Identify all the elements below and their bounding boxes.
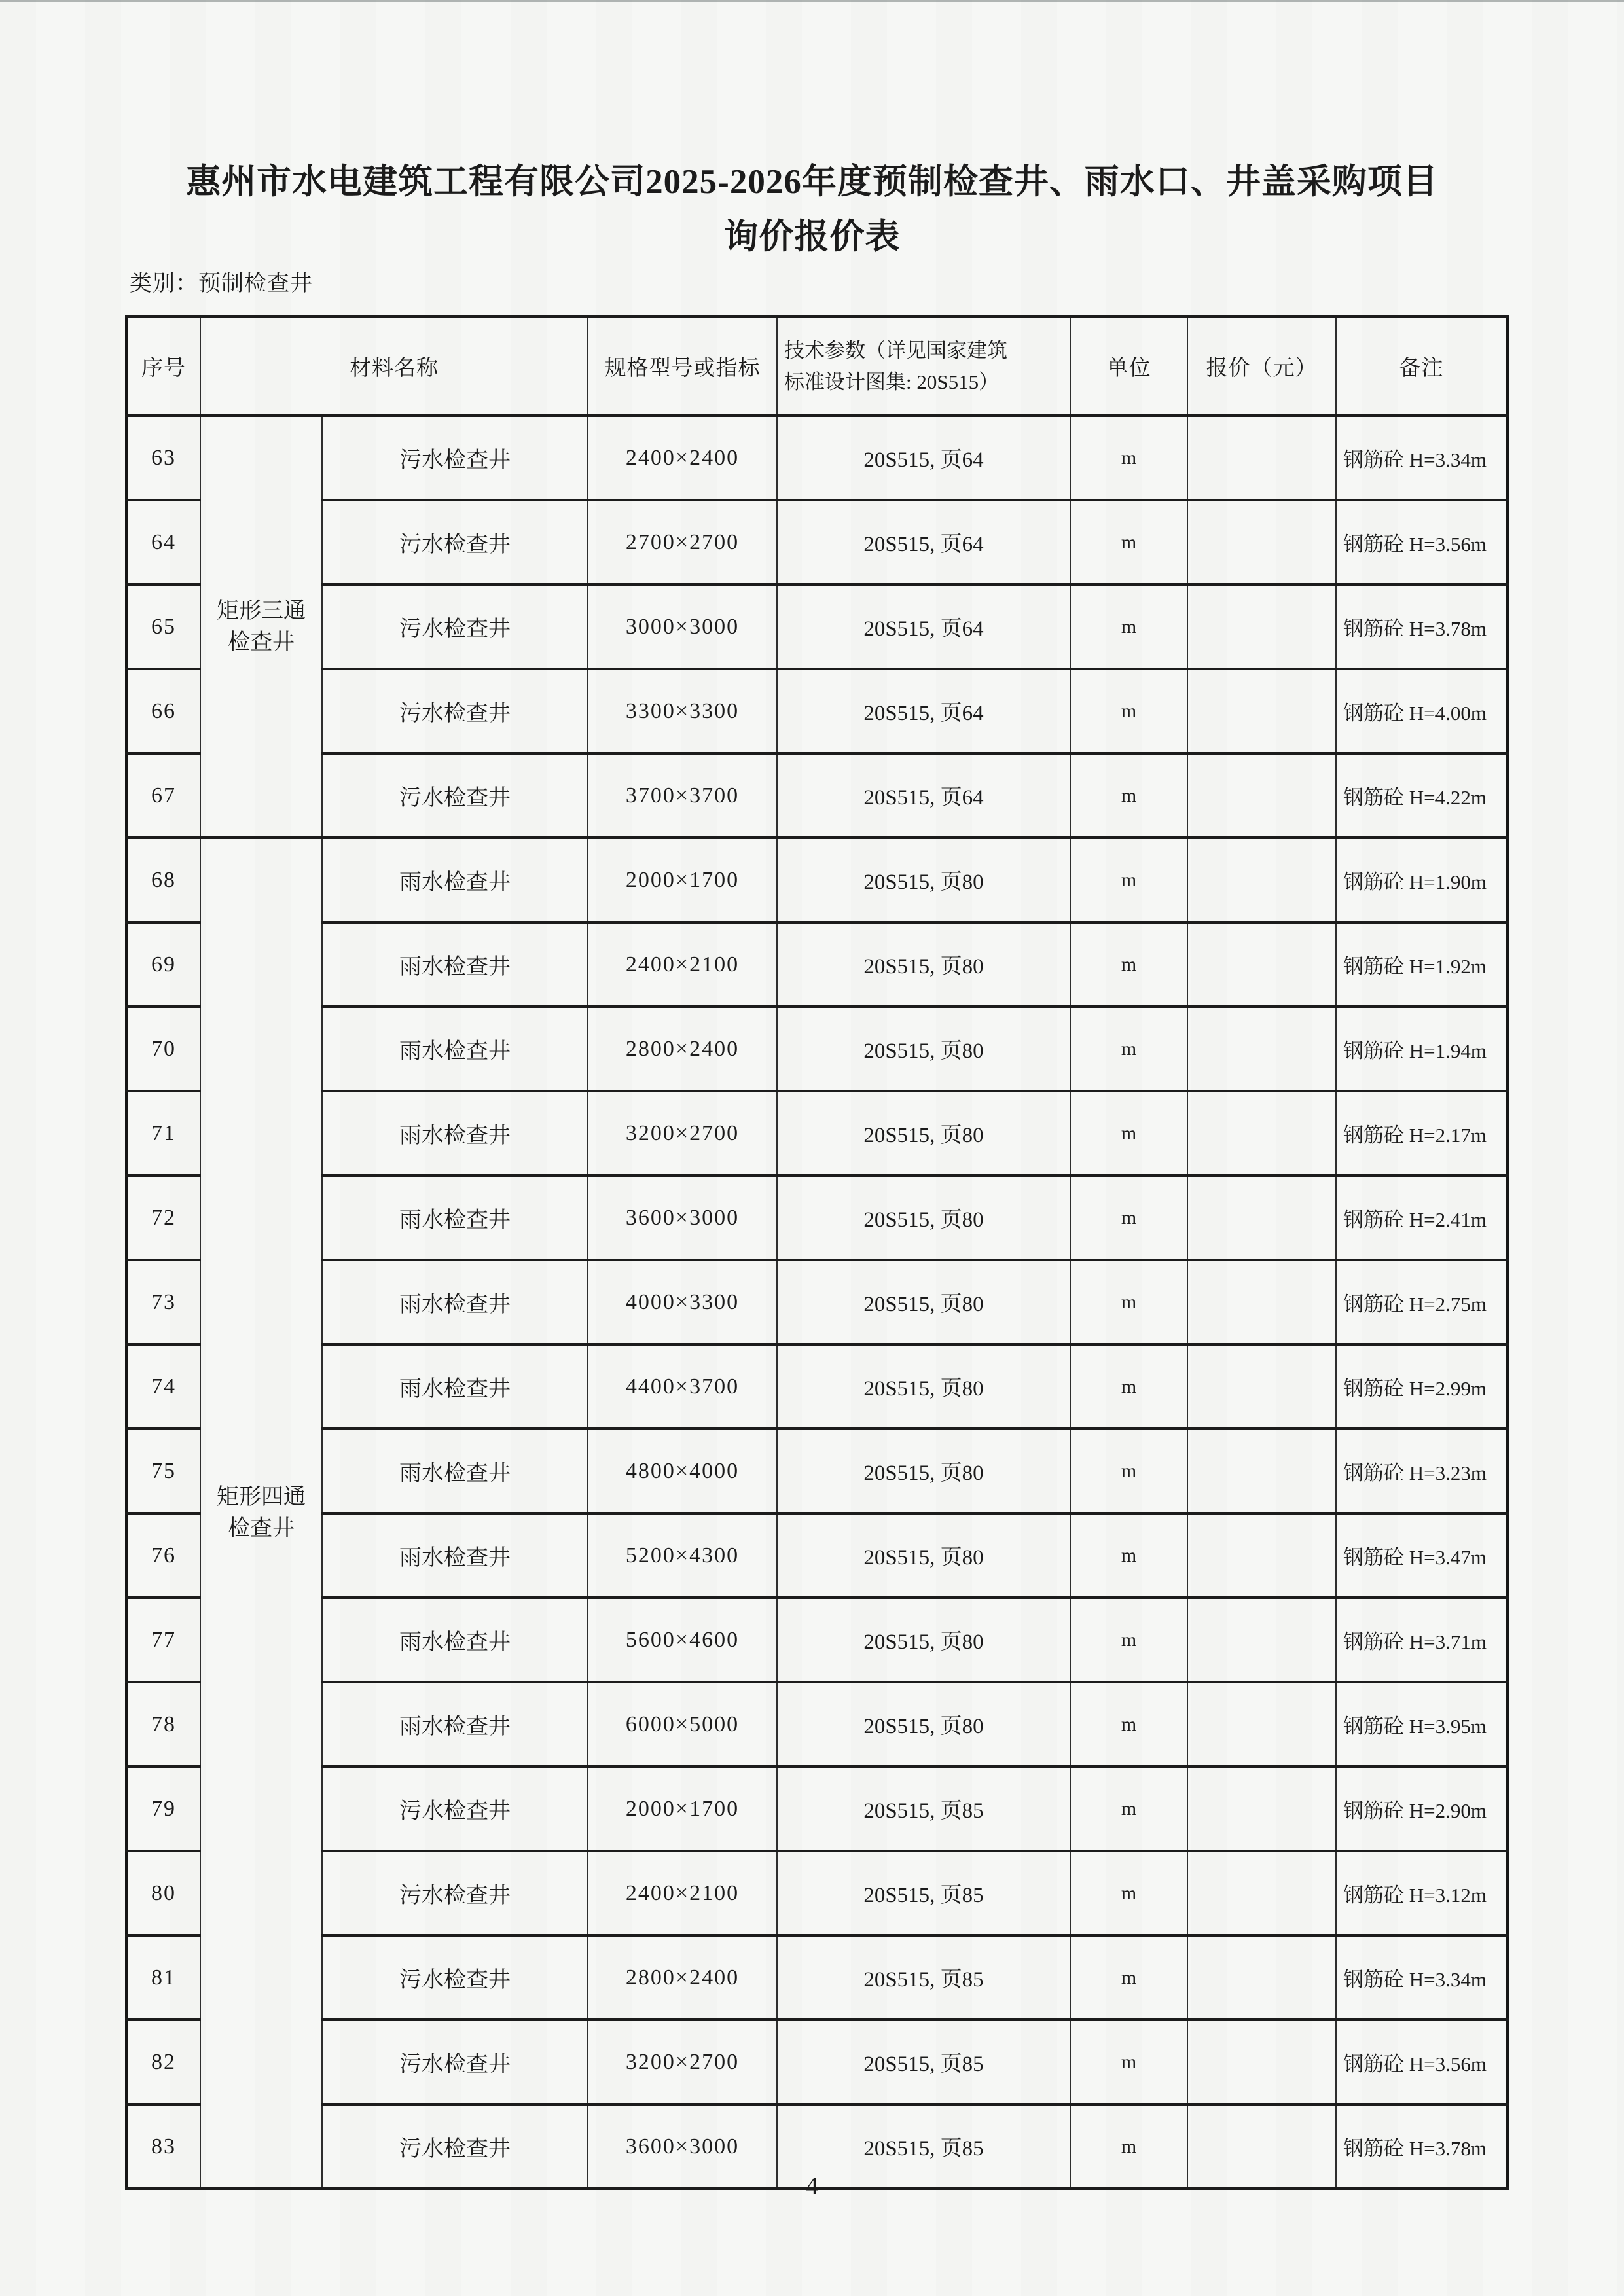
remark-cell: 钢筋砼 H=3.47m bbox=[1336, 1513, 1507, 1598]
row-number-cell: 66 bbox=[126, 669, 200, 753]
unit-cell: m bbox=[1070, 416, 1187, 500]
tech-param-cell: 20S515, 页80 bbox=[777, 1429, 1070, 1513]
unit-cell: m bbox=[1070, 1175, 1187, 1260]
row-number-cell: 78 bbox=[126, 1682, 200, 1767]
tech-param-cell: 20S515, 页80 bbox=[777, 1598, 1070, 1682]
row-number-cell: 71 bbox=[126, 1091, 200, 1175]
header-tech-params-line2: 标准设计图集: 20S515） bbox=[784, 370, 1000, 393]
price-cell bbox=[1187, 2020, 1336, 2104]
row-number-cell: 70 bbox=[126, 1007, 200, 1091]
unit-cell: m bbox=[1070, 500, 1187, 584]
category-label: 类别：预制检查井 bbox=[130, 272, 313, 296]
remark-cell: 钢筋砼 H=4.00m bbox=[1336, 669, 1507, 753]
unit-cell: m bbox=[1070, 753, 1187, 838]
spec-cell: 3600×3000 bbox=[588, 1175, 777, 1260]
table-row bbox=[126, 1935, 1507, 2020]
spec-cell: 3000×3000 bbox=[588, 584, 777, 669]
remark-cell: 钢筋砼 H=1.94m bbox=[1336, 1007, 1507, 1091]
remark-cell: 钢筋砼 H=2.41m bbox=[1336, 1175, 1507, 1260]
spec-cell: 2000×1700 bbox=[588, 838, 777, 922]
header-remark: 备注 bbox=[1336, 317, 1507, 416]
table-row bbox=[126, 838, 1507, 922]
price-cell bbox=[1187, 838, 1336, 922]
row-number-cell: 79 bbox=[126, 1767, 200, 1851]
row-number-cell: 82 bbox=[126, 2020, 200, 2104]
row-number-cell: 64 bbox=[126, 500, 200, 584]
spec-cell: 2400×2400 bbox=[588, 416, 777, 500]
tech-param-cell: 20S515, 页80 bbox=[777, 1682, 1070, 1767]
material-name-cell: 雨水检查井 bbox=[322, 1513, 588, 1598]
table-row bbox=[126, 1851, 1507, 1935]
tech-param-cell: 20S515, 页85 bbox=[777, 1935, 1070, 2020]
material-name-cell: 雨水检查井 bbox=[322, 1429, 588, 1513]
scan-edge-artifact bbox=[0, 0, 1624, 2]
spec-cell: 4800×4000 bbox=[588, 1429, 777, 1513]
spec-cell: 2000×1700 bbox=[588, 1767, 777, 1851]
unit-cell: m bbox=[1070, 1260, 1187, 1344]
row-number-cell: 76 bbox=[126, 1513, 200, 1598]
table-row bbox=[126, 1344, 1507, 1429]
material-name-cell: 污水检查井 bbox=[322, 584, 588, 669]
row-number-cell: 81 bbox=[126, 1935, 200, 2020]
document-title-line2: 询价报价表 bbox=[723, 218, 901, 256]
material-name-cell: 污水检查井 bbox=[322, 753, 588, 838]
table-row bbox=[126, 753, 1507, 838]
tech-param-cell: 20S515, 页80 bbox=[777, 1091, 1070, 1175]
tech-param-cell: 20S515, 页80 bbox=[777, 1344, 1070, 1429]
tech-param-cell: 20S515, 页85 bbox=[777, 1851, 1070, 1935]
material-name-cell: 雨水检查井 bbox=[322, 1260, 588, 1344]
tech-param-cell: 20S515, 页64 bbox=[777, 416, 1070, 500]
table-row bbox=[126, 1682, 1507, 1767]
row-number-cell: 83 bbox=[126, 2104, 200, 2189]
material-name-cell: 雨水检查井 bbox=[322, 1682, 588, 1767]
price-cell bbox=[1187, 416, 1336, 500]
table-row bbox=[126, 669, 1507, 753]
remark-cell: 钢筋砼 H=2.90m bbox=[1336, 1767, 1507, 1851]
material-name-cell: 污水检查井 bbox=[322, 669, 588, 753]
price-cell bbox=[1187, 1935, 1336, 2020]
table-row bbox=[126, 1007, 1507, 1091]
material-name-cell: 雨水检查井 bbox=[322, 1344, 588, 1429]
tech-param-cell: 20S515, 页85 bbox=[777, 2104, 1070, 2189]
tech-param-cell: 20S515, 页80 bbox=[777, 1175, 1070, 1260]
table-row bbox=[126, 584, 1507, 669]
price-cell bbox=[1187, 753, 1336, 838]
table-row bbox=[126, 922, 1507, 1007]
remark-cell: 钢筋砼 H=3.23m bbox=[1336, 1429, 1507, 1513]
row-number-cell: 80 bbox=[126, 1851, 200, 1935]
tech-param-cell: 20S515, 页80 bbox=[777, 1007, 1070, 1091]
unit-cell: m bbox=[1070, 2020, 1187, 2104]
unit-cell: m bbox=[1070, 1935, 1187, 2020]
table-row bbox=[126, 1598, 1507, 1682]
row-number-cell: 72 bbox=[126, 1175, 200, 1260]
unit-cell: m bbox=[1070, 1007, 1187, 1091]
spec-cell: 2400×2100 bbox=[588, 922, 777, 1007]
row-number-cell: 75 bbox=[126, 1429, 200, 1513]
price-cell bbox=[1187, 1682, 1336, 1767]
remark-cell: 钢筋砼 H=3.71m bbox=[1336, 1598, 1507, 1682]
spec-cell: 2800×2400 bbox=[588, 1935, 777, 2020]
price-cell bbox=[1187, 1513, 1336, 1598]
table-row bbox=[126, 2020, 1507, 2104]
tech-param-cell: 20S515, 页64 bbox=[777, 584, 1070, 669]
table-row bbox=[126, 500, 1507, 584]
material-name-cell: 污水检查井 bbox=[322, 2104, 588, 2189]
price-cell bbox=[1187, 1851, 1336, 1935]
tech-param-cell: 20S515, 页80 bbox=[777, 1260, 1070, 1344]
table-body bbox=[126, 416, 1507, 2189]
remark-cell: 钢筋砼 H=4.22m bbox=[1336, 753, 1507, 838]
document-title bbox=[59, 154, 1565, 264]
row-number-cell: 68 bbox=[126, 838, 200, 922]
remark-cell: 钢筋砼 H=3.95m bbox=[1336, 1682, 1507, 1767]
tech-param-cell: 20S515, 页85 bbox=[777, 2020, 1070, 2104]
row-number-cell: 65 bbox=[126, 584, 200, 669]
spec-cell: 4400×3700 bbox=[588, 1344, 777, 1429]
tech-param-cell: 20S515, 页85 bbox=[777, 1767, 1070, 1851]
row-number-cell: 74 bbox=[126, 1344, 200, 1429]
header-material-name: 材料名称 bbox=[200, 317, 588, 416]
price-cell bbox=[1187, 669, 1336, 753]
material-name-cell: 雨水检查井 bbox=[322, 922, 588, 1007]
tech-param-cell: 20S515, 页80 bbox=[777, 922, 1070, 1007]
header-unit: 单位 bbox=[1070, 317, 1187, 416]
price-cell bbox=[1187, 1175, 1336, 1260]
page-number: 4 bbox=[806, 2172, 818, 2200]
spec-cell: 2700×2700 bbox=[588, 500, 777, 584]
table-row bbox=[126, 1091, 1507, 1175]
spec-cell: 3200×2700 bbox=[588, 1091, 777, 1175]
table-row bbox=[126, 1767, 1507, 1851]
tech-param-cell: 20S515, 页64 bbox=[777, 500, 1070, 584]
unit-cell: m bbox=[1070, 1767, 1187, 1851]
spec-cell: 3300×3300 bbox=[588, 669, 777, 753]
unit-cell: m bbox=[1070, 838, 1187, 922]
price-cell bbox=[1187, 1344, 1336, 1429]
spec-cell: 2800×2400 bbox=[588, 1007, 777, 1091]
header-spec: 规格型号或指标 bbox=[588, 317, 777, 416]
remark-cell: 钢筋砼 H=3.78m bbox=[1336, 584, 1507, 669]
category-cell: 矩形四通检查井 bbox=[200, 838, 322, 2189]
tech-param-cell: 20S515, 页64 bbox=[777, 669, 1070, 753]
material-name-cell: 污水检查井 bbox=[322, 1767, 588, 1851]
price-cell bbox=[1187, 1429, 1336, 1513]
unit-cell: m bbox=[1070, 1429, 1187, 1513]
row-number-cell: 63 bbox=[126, 416, 200, 500]
material-name-cell: 雨水检查井 bbox=[322, 1598, 588, 1682]
unit-cell: m bbox=[1070, 669, 1187, 753]
tech-param-cell: 20S515, 页64 bbox=[777, 753, 1070, 838]
price-cell bbox=[1187, 1767, 1336, 1851]
unit-cell: m bbox=[1070, 2104, 1187, 2189]
spec-cell: 5200×4300 bbox=[588, 1513, 777, 1598]
unit-cell: m bbox=[1070, 584, 1187, 669]
unit-cell: m bbox=[1070, 1851, 1187, 1935]
remark-cell: 钢筋砼 H=2.99m bbox=[1336, 1344, 1507, 1429]
unit-cell: m bbox=[1070, 1344, 1187, 1429]
material-name-cell: 污水检查井 bbox=[322, 416, 588, 500]
remark-cell: 钢筋砼 H=3.12m bbox=[1336, 1851, 1507, 1935]
unit-cell: m bbox=[1070, 922, 1187, 1007]
remark-cell: 钢筋砼 H=3.34m bbox=[1336, 1935, 1507, 2020]
unit-cell: m bbox=[1070, 1598, 1187, 1682]
table-header bbox=[126, 317, 1507, 416]
unit-cell: m bbox=[1070, 1513, 1187, 1598]
table-header-row bbox=[126, 317, 1507, 416]
spec-cell: 3600×3000 bbox=[588, 2104, 777, 2189]
spec-cell: 4000×3300 bbox=[588, 1260, 777, 1344]
material-name-cell: 雨水检查井 bbox=[322, 838, 588, 922]
price-cell bbox=[1187, 1007, 1336, 1091]
row-number-cell: 69 bbox=[126, 922, 200, 1007]
remark-cell: 钢筋砼 H=3.56m bbox=[1336, 2020, 1507, 2104]
category-cell: 矩形三通检查井 bbox=[200, 416, 322, 838]
remark-cell: 钢筋砼 H=3.56m bbox=[1336, 500, 1507, 584]
table-row bbox=[126, 416, 1507, 500]
table-row bbox=[126, 1513, 1507, 1598]
table-row bbox=[126, 1260, 1507, 1344]
header-no: 序号 bbox=[126, 317, 200, 416]
remark-cell: 钢筋砼 H=3.34m bbox=[1336, 416, 1507, 500]
spec-cell: 6000×5000 bbox=[588, 1682, 777, 1767]
row-number-cell: 73 bbox=[126, 1260, 200, 1344]
price-cell bbox=[1187, 1091, 1336, 1175]
material-name-cell: 污水检查井 bbox=[322, 2020, 588, 2104]
row-number-cell: 77 bbox=[126, 1598, 200, 1682]
document-title-line1: 惠州市水电建筑工程有限公司2025-2026年度预制检查井、雨水口、井盖采购项目 bbox=[186, 163, 1438, 201]
spec-cell: 3200×2700 bbox=[588, 2020, 777, 2104]
header-tech-params bbox=[777, 317, 1070, 416]
remark-cell: 钢筋砼 H=1.92m bbox=[1336, 922, 1507, 1007]
tech-param-cell: 20S515, 页80 bbox=[777, 838, 1070, 922]
remark-cell: 钢筋砼 H=2.75m bbox=[1336, 1260, 1507, 1344]
header-tech-params-line1: 技术参数（详见国家建筑 bbox=[784, 338, 1007, 362]
header-price: 报价（元） bbox=[1187, 317, 1336, 416]
remark-cell: 钢筋砼 H=2.17m bbox=[1336, 1091, 1507, 1175]
row-number-cell: 67 bbox=[126, 753, 200, 838]
unit-cell: m bbox=[1070, 1091, 1187, 1175]
price-cell bbox=[1187, 922, 1336, 1007]
material-name-cell: 雨水检查井 bbox=[322, 1091, 588, 1175]
tech-param-cell: 20S515, 页80 bbox=[777, 1513, 1070, 1598]
material-name-cell: 污水检查井 bbox=[322, 1935, 588, 2020]
material-name-cell: 污水检查井 bbox=[322, 1851, 588, 1935]
price-cell bbox=[1187, 584, 1336, 669]
material-name-cell: 污水检查井 bbox=[322, 500, 588, 584]
price-cell bbox=[1187, 500, 1336, 584]
quotation-table bbox=[125, 315, 1509, 2190]
remark-cell: 钢筋砼 H=1.90m bbox=[1336, 838, 1507, 922]
table-row bbox=[126, 1429, 1507, 1513]
spec-cell: 2400×2100 bbox=[588, 1851, 777, 1935]
price-cell bbox=[1187, 1260, 1336, 1344]
price-cell bbox=[1187, 1598, 1336, 1682]
unit-cell: m bbox=[1070, 1682, 1187, 1767]
spec-cell: 3700×3700 bbox=[588, 753, 777, 838]
material-name-cell: 雨水检查井 bbox=[322, 1007, 588, 1091]
table-row bbox=[126, 1175, 1507, 1260]
spec-cell: 5600×4600 bbox=[588, 1598, 777, 1682]
material-name-cell: 雨水检查井 bbox=[322, 1175, 588, 1260]
remark-cell: 钢筋砼 H=3.78m bbox=[1336, 2104, 1507, 2189]
